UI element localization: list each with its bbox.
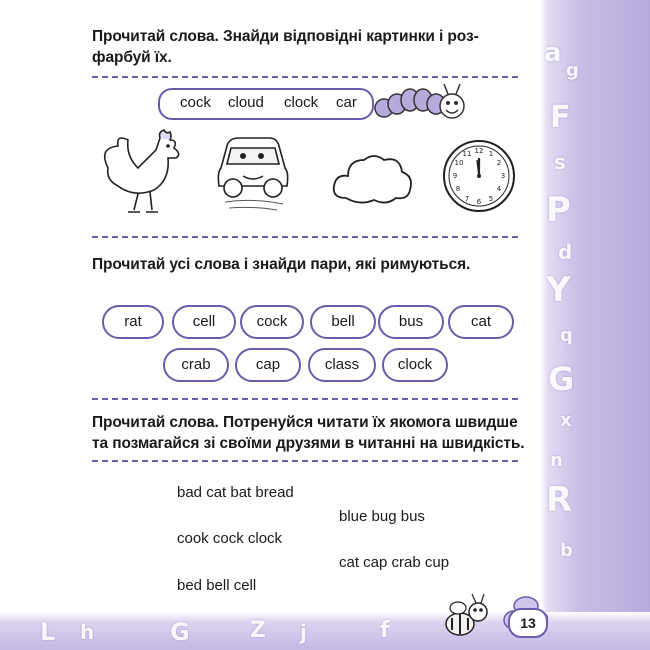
svg-text:8: 8 (455, 185, 461, 193)
decorative-border-right: a g F s P d Y q G x n R b (540, 0, 650, 650)
svg-text:7: 7 (464, 195, 470, 203)
svg-text:6: 6 (476, 198, 482, 206)
rhyme-word-cock: cock (240, 305, 304, 339)
cloud-icon (330, 148, 416, 210)
svg-text:11: 11 (462, 150, 472, 158)
instruction-1 (92, 26, 479, 68)
divider (92, 76, 518, 78)
rhyme-word-cat: cat (448, 305, 514, 339)
instruction-3-line2: та позмагайся зі своїми друзями в читанні на швидкість. (92, 435, 525, 452)
speed-line-4: cat cap crab cup (339, 554, 450, 571)
speed-line-1: bad cat bat bread (177, 484, 294, 501)
rhyme-word-cap: cap (235, 348, 301, 382)
rhyme-word-crab: crab (163, 348, 229, 382)
caterpillar-icon (372, 80, 472, 128)
svg-text:2: 2 (496, 159, 502, 167)
divider (92, 398, 518, 400)
divider (92, 460, 518, 462)
speed-line-5: bed bell cell (177, 577, 257, 594)
divider (92, 236, 518, 238)
svg-text:1: 1 (488, 150, 494, 158)
svg-text:9: 9 (452, 172, 458, 180)
instruction-1-line2: фарбуй їх. (92, 49, 172, 66)
svg-text:3: 3 (500, 172, 506, 180)
rhyme-word-bus: bus (378, 305, 444, 339)
instruction-3-line1: Прочитай слова. Потренуйся читати їх якомога швидше (92, 414, 518, 431)
word-car: car (336, 94, 357, 111)
instruction-2: Прочитай усі слова і знайди пари, які римуються. (92, 256, 471, 273)
word-bar (158, 88, 374, 120)
svg-text:4: 4 (496, 185, 502, 193)
svg-text:5: 5 (488, 195, 494, 203)
instruction-3 (92, 412, 525, 454)
word-cloud: cloud (228, 94, 264, 111)
rhyme-word-bell: bell (310, 305, 376, 339)
svg-text:12: 12 (474, 147, 484, 155)
page-number: 13 (508, 608, 548, 638)
svg-text:10: 10 (454, 159, 464, 167)
speed-line-2: blue bug bus (339, 508, 425, 525)
word-cock: cock (180, 94, 211, 111)
rhyme-word-cell: cell (172, 305, 236, 339)
rooster-icon (98, 128, 188, 220)
rhyme-word-clock: clock (382, 348, 448, 382)
clock-icon (441, 138, 517, 214)
word-clock: clock (284, 94, 319, 111)
speed-line-3: cook cock clock (177, 530, 283, 547)
rhyme-word-rat: rat (102, 305, 164, 339)
instruction-1-line1: Прочитай слова. Знайди відповідні картинки і роз- (92, 28, 479, 45)
rhyme-word-class: class (308, 348, 376, 382)
car-icon (213, 128, 293, 218)
decorative-border-bottom: L h G Z j f (0, 612, 650, 650)
